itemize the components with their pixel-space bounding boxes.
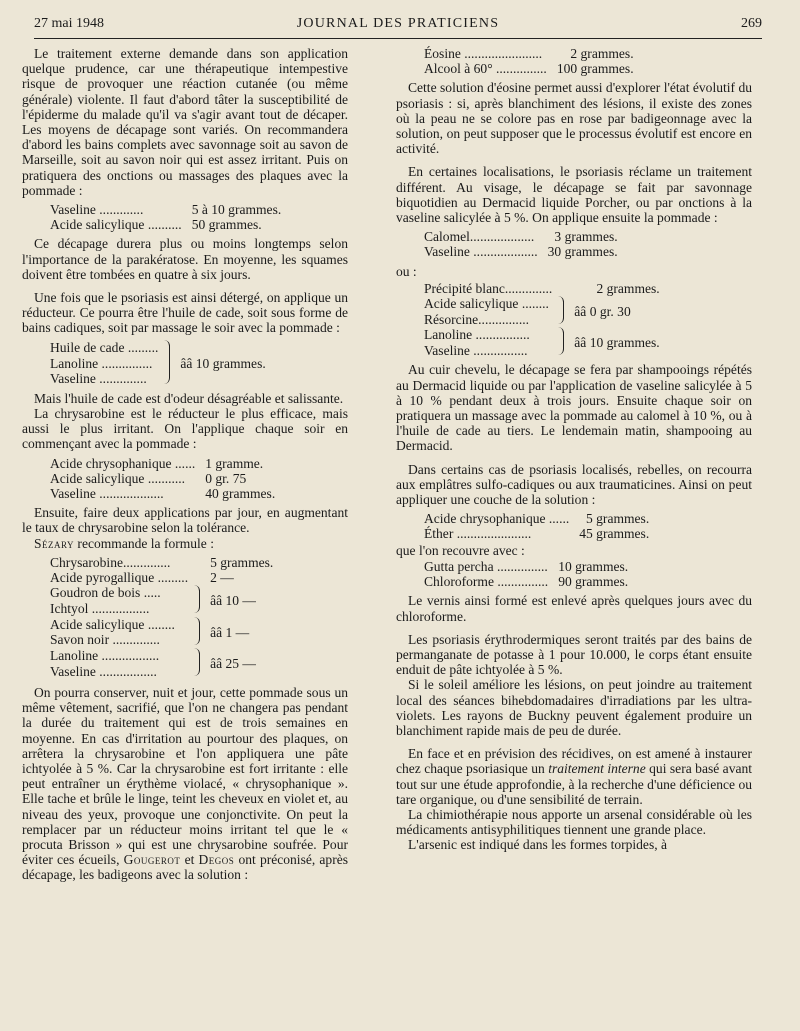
formula-row	[50, 217, 281, 232]
ingredient-name: Vaseline	[424, 343, 470, 359]
quantity: 3 grammes.	[554, 229, 618, 245]
leader-dots: ...................	[99, 486, 164, 502]
ingredient-name: Vaseline	[50, 202, 96, 218]
left-column	[22, 46, 348, 883]
ingredient-name: Vaseline	[424, 244, 470, 260]
quantity: ââ 10 grammes.	[180, 355, 266, 371]
formula	[424, 229, 752, 259]
ingredient-name: Chloroforme	[424, 574, 494, 590]
paragraph: Le vernis ainsi formé est enlevé après quelques jours avec du chloroforme.	[396, 593, 752, 624]
formula-row	[424, 559, 628, 574]
paragraph-text: recommande la formule :	[74, 535, 214, 551]
paragraph	[396, 746, 752, 807]
quantity: ââ 0 gr. 30	[574, 304, 631, 320]
paragraph: Ensuite, faire deux applications par jour, en augmentant le taux de chrysarobine selon la tolérance.	[22, 505, 348, 536]
brace	[194, 585, 200, 613]
paragraph	[22, 536, 348, 551]
formula-row	[50, 340, 266, 356]
paragraph-text: En face et en prévision des récidives, on est amené à instaurer chez chaque psoriasique un	[396, 746, 752, 777]
author-name: Sézary	[34, 535, 75, 551]
quantity: 100 grammes.	[556, 61, 634, 77]
leader-dots: .....	[143, 585, 161, 601]
quantity: 5 à 10 grammes.	[191, 202, 282, 218]
quantity: 2 grammes.	[596, 280, 660, 296]
leader-dots: ...............	[496, 61, 547, 77]
ingredient-name: Acide salicylique	[50, 470, 145, 486]
quantity: 90 grammes.	[558, 574, 629, 590]
brace	[558, 327, 564, 355]
quantity: 45 grammes.	[579, 526, 650, 542]
brace	[194, 648, 200, 676]
ingredient-name: Acide salicylique	[50, 616, 145, 632]
leader-dots: ................	[475, 327, 530, 343]
quantity: ââ 10 —	[210, 593, 256, 609]
quantity: 10 grammes.	[558, 558, 629, 574]
ingredient-name: Lanoline	[424, 327, 473, 343]
quantity: 1 gramme.	[205, 455, 264, 471]
leader-dots: .......................	[464, 46, 543, 61]
paragraph-text: et	[180, 852, 199, 868]
paragraph: Si le soleil améliore les lésions, on peut joindre au traitement local des séances bihebdomadaires d'irradiations par les ultra-violets. Les rayons de Buckny peuvent également produire un blanchiment rapide mais de peu de durée.	[396, 677, 752, 738]
formula-separator: que l'on recouvre avec :	[396, 542, 525, 558]
paragraph-text: qui sera basé avant tout sur une étude approfondie, à la recherche d'une déficience ou tare organique, ou d'une sensibilité de terrain.	[396, 761, 753, 807]
paragraph: La chrysarobine est le réducteur le plus efficace, mais aussi le plus irritant. On l'applique chaque soir en commençant avec la pommade :	[22, 406, 348, 452]
formula-row	[50, 555, 273, 570]
leader-dots: ..............	[99, 371, 147, 387]
leader-dots: ......	[174, 455, 196, 471]
brace	[558, 296, 564, 324]
paragraph: Les psoriasis érythrodermiques seront traités par des bains de permanganate de potasse à 1 pour 10.000, le corps étant ensuite enduit de pâte ichtyolée à 5 %.	[396, 631, 752, 678]
header-date: 27 mai 1948	[34, 16, 104, 31]
paragraph: En certaines localisations, le psoriasis réclame un traitement différent. Au visage, le décapage se fait par savonnage biquotidien au Dermacid liquide Porcher, ou par onctions à la vaseline salicylée à 5 %. On applique ensuite la pommade :	[396, 164, 752, 226]
quantity: 5 grammes.	[586, 511, 650, 527]
emphasis: traitement	[548, 761, 604, 777]
ingredient-name: Alcool à 60°	[424, 61, 493, 77]
paragraph: Au cuir chevelu, le décapage se fera par shampooings répétés au Dermacid liquide ou par l'application de vaseline salicylée à 5 à 10 % pendant deux à trois jours. Ensuite chaque soir on pratiquera un massage avec la pommade au calomel à 10 %, ou à l'huile de cade au tiers. Le lendemain matin, shampooing au Dermacid.	[396, 362, 752, 454]
brace	[164, 340, 170, 384]
journal-title: JOURNAL DES PRATICIENS	[296, 16, 500, 31]
quantity: 2 grammes.	[570, 46, 634, 61]
ingredient-name: Lanoline	[50, 355, 99, 371]
formula	[424, 511, 752, 541]
leader-dots: ........	[147, 616, 175, 632]
formula-row	[424, 244, 618, 259]
formula-row	[424, 511, 649, 526]
leader-dots: .................	[101, 647, 160, 663]
leader-dots: ................	[473, 343, 528, 359]
page-number: 269	[741, 16, 762, 31]
leader-dots: ...............	[101, 355, 153, 371]
leader-dots: ..........	[147, 217, 182, 233]
ingredient-name: Éther	[424, 526, 454, 542]
leader-dots: ...................	[473, 244, 538, 260]
formula-row	[50, 648, 273, 664]
ingredient-name: Vaseline	[50, 371, 96, 387]
leader-dots: ...............	[496, 558, 548, 574]
author-name: Degos	[198, 852, 235, 868]
ingredient-name: Acide salicylique	[50, 217, 145, 233]
quantity: 0 gr. 75	[205, 470, 247, 486]
paragraph: Le traitement externe demande dans son application quelque prudence, car une thérapeutique intempestive risque de provoquer une réaction cutanée (ou même générale) violente. Il faut d'abord tâter la susceptibilité de l'épiderme du malade qu'il va s'agir avant tout de décaper. Les moyens de décapage sont variés. On recommandera d'abord les bains complets avec savonnage soit au savon de Marseille, soit au savon noir qui est assez irritant. Puis on pratiquera des onctions ou massages des plaques avec la pommade :	[22, 46, 348, 198]
leader-dots: ...........	[147, 470, 186, 486]
leader-dots: ..............	[123, 554, 171, 570]
formula-row	[424, 61, 634, 76]
formula-row	[50, 471, 275, 486]
ingredient-name: Calomel	[424, 229, 470, 245]
leader-dots: .................	[91, 601, 150, 617]
paragraph-text: On pourra conserver, nuit et jour, cette pommade sous un même vêtement, sacrifié, que l'on ne changera pas pendant la durée du traitement qui est de trois semaines en moyenne. En cas d'irritation au pourtour des plaques, on arrêtera la chrysarobine et l'on appliquera une pâte ichtyolée à 5 %. Car la chrysarobine est fort irritante : elle peut entraîner un érythème violacé, « chrysophanique ». Elle tache et brûle le linge, teint les cheveux en violet et, au niveau des yeux, provoque une conjonctivite. On peut la remplacer par un réducteur moins irritant tel que le « procuta Brisson » qui est une chrysarobine soufrée. Pour éviter ces écueils,	[22, 684, 348, 868]
formula-row	[424, 296, 660, 312]
ingredient-name: Vaseline	[50, 663, 96, 679]
formula	[50, 555, 348, 679]
quantity: ââ 10 grammes.	[574, 335, 660, 351]
formula	[50, 456, 348, 502]
paragraph: Ce décapage durera plus ou moins longtemps selon l'importance de la parakératose. En moyenne, les squames doivent être tombées en quatre à six jours.	[22, 236, 348, 282]
formula	[50, 202, 348, 232]
leader-dots: ......	[548, 511, 570, 527]
ingredient-name: Acide chrysophanique	[50, 455, 172, 471]
quantity: 2 —	[210, 570, 234, 586]
formula-row	[424, 327, 660, 343]
formula-row	[50, 202, 281, 217]
paragraph: L'arsenic est indiqué dans les formes torpides, à	[408, 837, 668, 853]
quantity: 40 grammes.	[205, 486, 276, 502]
leader-dots: ......................	[456, 526, 532, 542]
emphasis: interne	[607, 761, 646, 777]
formula-row	[50, 585, 273, 601]
ingredient-name: Ichtyol	[50, 601, 89, 617]
quantity: 5 grammes.	[210, 554, 274, 570]
ingredient-name: Précipité blanc	[424, 280, 505, 296]
formula	[424, 46, 752, 76]
paragraph: Cette solution d'éosine permet aussi d'explorer l'état évolutif du psoriasis : si, après blanchiment des lésions, il existe des zones où la peau ne se colore pas en rose par badigeonnage avec la solution, on peut supposer que le processus évolutif est encore en activité.	[396, 80, 752, 157]
right-column	[396, 46, 752, 853]
paragraph: Une fois que le psoriasis est ainsi détergé, on applique un réducteur. Ce pourra être l'huile de cade, soit sous forme de bains cadiques, soit par massage le soir avec la pommade :	[22, 290, 348, 336]
ingredient-name: Acide salicylique	[424, 296, 519, 312]
quantity: 30 grammes.	[547, 244, 618, 260]
formula	[424, 559, 752, 589]
ingredient-name: Huile de cade	[50, 339, 125, 355]
running-header	[34, 12, 762, 39]
formula-row	[50, 486, 275, 501]
ingredient-name: Gutta percha	[424, 558, 494, 574]
paragraph: Mais l'huile de cade est d'odeur désagréable et salissante.	[34, 390, 344, 406]
formula-separator: ou :	[396, 263, 417, 279]
paragraph-text: ont préconisé, après décapage, les badigeons avec la solution :	[22, 852, 348, 883]
brace	[194, 617, 200, 645]
ingredient-name: Éosine	[424, 46, 461, 61]
leader-dots: ..............	[112, 632, 160, 648]
formula	[50, 340, 348, 387]
author-name: Gougerot	[123, 852, 181, 868]
formula-row	[424, 46, 634, 61]
ingredient-name: Lanoline	[50, 647, 99, 663]
leader-dots: ........	[521, 296, 549, 312]
paragraph	[22, 685, 348, 883]
quantity: ââ 1 —	[210, 624, 250, 640]
quantity: 50 grammes.	[191, 217, 262, 233]
formula-row	[424, 574, 628, 589]
leader-dots: .........	[157, 570, 189, 586]
leader-dots: .........	[127, 339, 159, 355]
leader-dots: ...................	[469, 229, 535, 245]
ingredient-name: Acide chrysophanique	[424, 511, 546, 527]
formula	[424, 281, 752, 359]
paragraph: La chimiothérapie nous apporte un arsenal considérable où les médicaments antisyphilitiques tiennent une grande place.	[396, 806, 752, 838]
ingredient-name: Chrysarobine	[50, 554, 123, 570]
formula-row	[50, 456, 275, 471]
formula-row	[424, 229, 618, 244]
paragraph: Dans certains cas de psoriasis localisés, rebelles, on recourra aux emplâtres sulfo-cadiques ou aux traumaticines. Ainsi on peut appliquer une couche de la solution :	[396, 461, 752, 508]
quantity: ââ 25 —	[210, 655, 256, 671]
ingredient-name: Résorcine	[424, 311, 479, 327]
leader-dots: .................	[99, 663, 157, 679]
leader-dots: ...............	[497, 574, 549, 590]
ingredient-name: Savon noir	[50, 632, 110, 648]
formula-row	[50, 617, 273, 633]
ingredient-name: Vaseline	[50, 486, 96, 502]
formula-row	[424, 281, 660, 296]
ingredient-name: Acide pyrogallique	[50, 570, 155, 586]
ingredient-name: Goudron de bois	[50, 585, 141, 601]
leader-dots: ..............	[504, 280, 553, 296]
leader-dots: ...............	[478, 311, 529, 327]
leader-dots: .............	[99, 202, 144, 218]
formula-row	[424, 526, 649, 541]
formula-row	[50, 570, 273, 585]
